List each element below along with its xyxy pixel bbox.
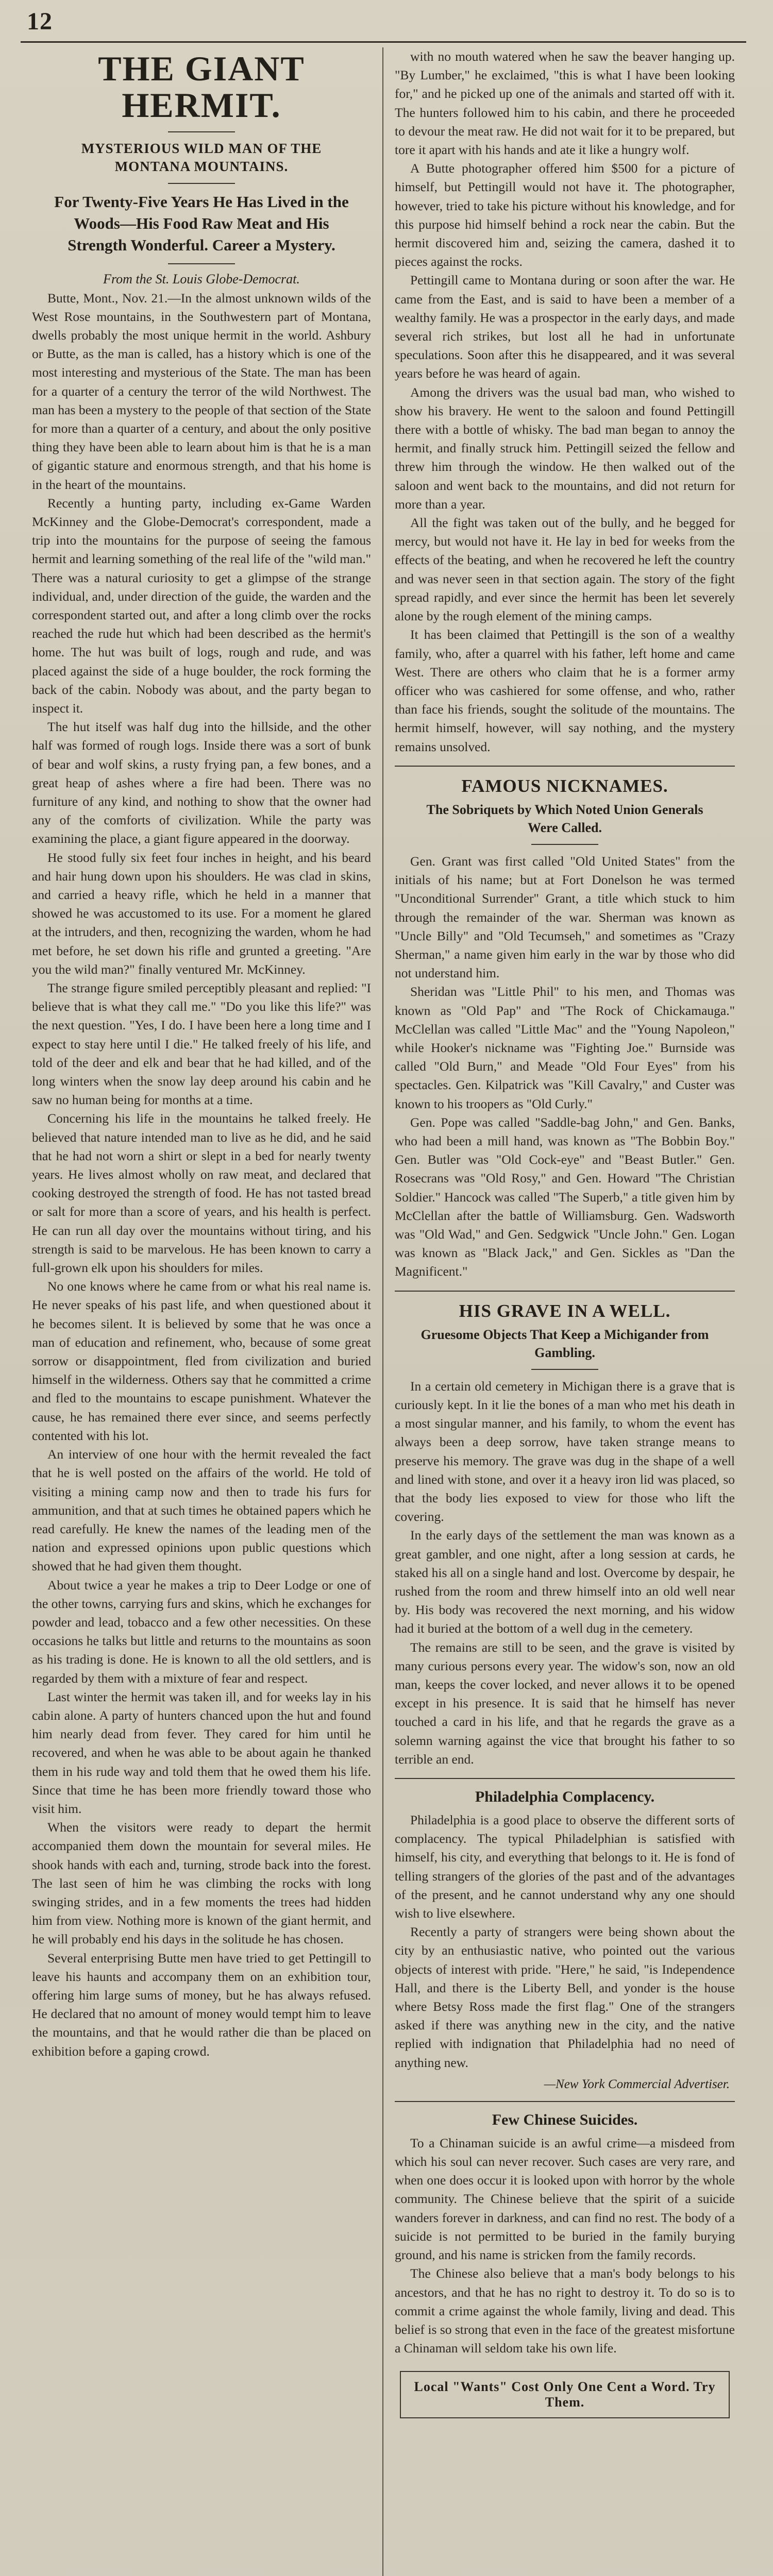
divider: [168, 263, 235, 264]
article-paragraph: In a certain old cemetery in Michigan there is a grave that is curiously kept. In it lie the bones of a man who met his death in a most singular manner, and his family, to whom the event has always been a deep sorrow, have taken strange means to preserve his memory. The grave was dug in the shape of a well and lined with stone, and over it a heavy iron lid was placed, so that the body lies exposed to view for those who lift the covering.: [395, 1378, 735, 1524]
page-columns: [21, 47, 746, 2576]
divider: [168, 131, 235, 132]
article-paragraph: Gen. Pope was called "Saddle-bag John," and Gen. Banks, who had been a mill hand, was known as "The Bobbin Boy." Gen. Butler was "Old Cock-eye" and "Beast Butler." Gen. Rosecrans was "Old Rosy," and Gen. Howard "The Christian Soldier." Hancock was called "The Superb," a title given him by McClellan after the battle of Williamsburg. Gen. Wadsworth was "Old Wad," and Gen. Sedgwick "Uncle John." Gen. Logan was known as "Black Jack," and Gen. Sickles as "Dan the Magnificent.": [395, 1114, 735, 1279]
classified-ad: Local "Wants" Cost Only One Cent a Word. Try Them.: [400, 2371, 730, 2418]
article-paragraph: When the visitors were ready to depart the hermit accompanied them down the mountain for several miles. He shook hands with each and, turning, strode back into the forest. The last seen of him he was climbing the rocks with long swinging strides, and in a few moments the trees had hidden him from view. Nothing more is known of the giant hermit, and he will probably end his days in the solitude he has chosen.: [32, 1820, 371, 1947]
hermit-subdeck: For Twenty-Five Years He Has Lived in the Woods—His Food Raw Meat and His Strength Wonderful. Career a Mystery.: [54, 192, 349, 254]
article-paragraph: Pettingill came to Montana during or soon after the war. He came from the East, and is said to have been a member of a wealthy family. He was a prospector in the early days, and made several rich strikes, but lost all he had in unfortunate speculations. Soon after this he disappeared, and it was several years before he was heard of again.: [395, 273, 735, 381]
page-number: 12: [27, 8, 53, 35]
chinese-heading: Few Chinese Suicides.: [492, 2111, 638, 2128]
article-paragraph: The hut itself was half dug into the hillside, and the other half was formed of rough logs. Inside there was a sort of bunk of bear and wolf skins, a rusty frying pan, a few bones, and a great heap of ashes where a fire had been. There was no furniture of any kind, and nothing to show that the owner had any of the comforts of civilization. While the party was examining the place, a giant figure appeared in the doorway.: [32, 719, 371, 846]
article-paragraph: Among the drivers was the usual bad man, who wished to show his bravery. He went to the saloon and found Pettingill there with a bottle of whisky. The bad man began to annoy the hermit, and finally struck him. Pettingill seized the fellow and threw him through the window. He then walked out of the saloon and went back to the mountains, and did not return for more than a year.: [395, 384, 735, 512]
article-paragraph: He stood fully six feet four inches in height, and his beard and hair hung down upon his shoulders. He was clad in skins, and carried a heavy rifle, which he held in a manner that showed he was accustomed to its use. For a moment he glared at the intruders, and then, recognizing the warden, whom he had met before, he set down his rifle and grunted a greeting. "Are you the wild man?" finally ventured Mr. McKinney.: [32, 850, 371, 977]
philadelphia-heading: Philadelphia Complacency.: [475, 1788, 655, 1806]
article-paragraph: Recently a party of strangers were being shown about the city by an enthusiastic native, who pointed out the various objects of interest with pride. "Here," he said, "is Independence Hall, and there is the Liberty Bell, and yonder is the house where Betsy Ross made the first flag." One of the strangers asked if there was anything new in the city, and the native replied with indignation that Philadelphia had no need of anything new.: [395, 1924, 735, 2070]
section-rule: [395, 1778, 735, 1779]
article-paragraph: All the fight was taken out of the bully, and he begged for mercy, but would not have it. He lay in bed for weeks from the effects of the beating, and when he recovered he left the country and was never seen in that section again. The story of the fight spread rapidly, and ever since the hermit has been let severely alone by the rough element of the mining camps.: [395, 515, 735, 624]
right-column: [383, 47, 746, 2576]
top-rule: [21, 41, 746, 43]
article-paragraph: A Butte photographer offered him $500 for a picture of himself, but Pettingill would not have it. The photographer, however, tried to take his picture without his knowledge, and for this purpose hid himself behind a rock near the cabin. But the hermit discovered him and, seizing the camera, dashed it to pieces against the rocks.: [395, 161, 735, 269]
article-paragraph: Last winter the hermit was taken ill, and for weeks lay in his cabin alone. A party of hunters chanced upon the hut and found him nearly dead from fever. They cared for him until he recovered, and when he was able to be about again he thanked them in his rude way and told them that he owed them his life. Since that time he has been more friendly toward those who visit him.: [32, 1689, 371, 1816]
left-column: [21, 47, 383, 2576]
section-rule: [395, 2101, 735, 2102]
article-paragraph: Recently a hunting party, including ex-Game Warden McKinney and the Globe-Democrat's correspondent, made a trip into the mountains for the purpose of seeing the famous hermit and learning something of the real life of the "wild man." There was a natural curiosity to get a glimpse of the strange individual, and, under direction of the guide, the warden and the correspondent started out, and after a long climb over the rocks reached the rude hut which had been described as the hermit's home. The hut was built of logs, rough and rude, and was placed against the side of a huge boulder, the rock forming the back of the cabin. Nobody was about, and the party began to inspect it.: [32, 495, 371, 716]
grave-subheading: Gruesome Objects That Keep a Michigander from Gambling.: [421, 1327, 709, 1360]
divider: [531, 1369, 598, 1370]
article-paragraph: Gen. Grant was first called "Old United States" from the initials of his name; but at Fort Donelson he was termed "Unconditional Surrender" Grant, a title which stuck to him through the remainder of the war. Sherman was known as "Uncle Billy" and "Old Tecumseh," and sometimes as "Crazy Sherman," a name given him early in the war by those who did not understand him.: [395, 853, 735, 981]
divider: [531, 844, 598, 845]
divider: [168, 183, 235, 184]
article-paragraph: About twice a year he makes a trip to Deer Lodge or one of the other towns, carrying furs and skins, which he exchanges for powder and lead, tobacco and a few other necessities. On these occasions he talks but little and returns to the mountains as soon as his trading is done. He is known to all the old settlers, and is regarded by them with a mixture of fear and respect.: [32, 1577, 371, 1686]
nicknames-heading: FAMOUS NICKNAMES.: [461, 775, 668, 796]
article-paragraph: An interview of one hour with the hermit revealed the fact that he is well posted on the affairs of the world. He told of visiting a mining camp now and then to trade his furs for ammunition, and that at such times he obtained papers which he read carefully. He knew the names of the leading men of the nation and expressed opinions upon public questions which showed that he had given them thought.: [32, 1447, 371, 1574]
hermit-deck: MYSTERIOUS WILD MAN OF THE MONTANA MOUNTAINS.: [81, 140, 322, 174]
section-rule: [395, 766, 735, 767]
grave-heading: HIS GRAVE IN A WELL.: [459, 1300, 671, 1321]
article-paragraph: Butte, Mont., Nov. 21.—In the almost unknown wilds of the West Rose mountains, in the Southwestern part of Montana, dwells probably the most unique hermit in the world. Ashbury or Butte, as the man is called, has a history which is one of the most interesting and mysterious of the State. The man has been for a quarter of a century the terror of the wild Northwest. The man has been a mystery to the people of that section of the State for more than a quarter of a century, and about the only positive thing they have been able to learn about him is that he is a man of gigantic stature and enormous strength, and that his home is in the heart of the mountains.: [32, 290, 371, 492]
article-paragraph: Several enterprising Butte men have tried to get Pettingill to leave his haunts and accompany them on an exhibition tour, offering him large sums of money, but he has always refused. He declared that no amount of money would tempt him to leave the mountains, and that he would rather die than be placed on exhibition before a gaping crowd.: [32, 1950, 371, 2059]
philadelphia-source: —New York Commercial Advertiser.: [544, 2077, 730, 2091]
article-paragraph: with no mouth watered when he saw the beaver hanging up. "By Lumber," he exclaimed, "this is what I have been looking for," and he picked up one of the animals and started off with it. The hunters followed him to his cabin, and there he proceeded to devour the meat raw. He did not wait for it to be prepared, but tore it apart with his hands and ate it like a hungry wolf.: [395, 49, 735, 158]
article-paragraph: The strange figure smiled perceptibly pleasant and replied: "I believe that is what they call me." "Do you like this life?" was the next question. "Yes, I do. I have been here a long time and I expect to stay here until I die." He talked freely of his life, and told of the deer and elk and bear that he had killed, and of the long winters when the snow lay deep around his cabin and he saw no human being for months at a time.: [32, 980, 371, 1108]
article-paragraph: Sheridan was "Little Phil" to his men, and Thomas was known as "Old Pap" and "The Rock of Chickamauga." McClellan was called "Little Mac" and the "Young Napoleon," while Hooker's nickname was "Fighting Joe." Burnside was called "Old Burn," and Meade "Old Four Eyes" from his spectacles. Gen. Kilpatrick was "Kill Cavalry," and Custer was known to his troopers as "Old Curly.": [395, 984, 735, 1111]
hermit-dateline: From the St. Louis Globe-Democrat.: [103, 271, 300, 286]
article-paragraph: Concerning his life in the mountains he talked freely. He believed that nature intended man to live as he did, and he said that he had not worn a shirt or slept in a bed for nearly twenty years. He lives almost wholly on raw meat, and declared that cooking destroyed the strength of food. He has not tasted bread or salt for more than a score of years, and his health is perfect. He can run all day over the mountains without tiring, and his strength is said to be marvelous. He has been known to carry a full-grown elk upon his shoulders for miles.: [32, 1111, 371, 1276]
article-paragraph: In the early days of the settlement the man was known as a great gambler, and one night, after a long session at cards, he staked his all on a single hand and lost. Overcome by despair, he rushed from the room and threw himself into an old well near by. His body was recovered the next morning, and his widow had it buried at the bottom of a well dug in the cemetery.: [395, 1528, 735, 1636]
article-paragraph: It has been claimed that Pettingill is the son of a wealthy family, who, after a quarrel with his father, left home and came West. There are others who claim that he is a former army officer who was cashiered for some offense, and who, rather than face his friends, sought the solitude of the mountains. The hermit himself, however, will say nothing, and the mystery remains unsolved.: [395, 627, 735, 754]
article-paragraph: The Chinese also believe that a man's body belongs to his ancestors, and that he has no right to destroy it. To do so is to commit a crime against the whole family, living and dead. This belief is so strong that even in the face of the greatest misfortune a Chinaman will seldom take his own life.: [395, 2266, 735, 2356]
section-rule: [395, 1291, 735, 1292]
hermit-headline: THE GIANT HERMIT.: [98, 49, 305, 125]
article-paragraph: No one knows where he came from or what his real name is. He never speaks of his past life, and when questioned about it he becomes silent. It is believed by some that he was once a man of education and refinement, who, because of some great sorrow or disappointment, fled from civilization and buried himself in the wilderness. Others say that he committed a crime and fled to the mountains to escape punishment. Whatever the cause, he has remained there ever since, and seems perfectly contented with his lot.: [32, 1279, 371, 1443]
article-paragraph: To a Chinaman suicide is an awful crime—a misdeed from which his soul can never recover. Such cases are very rare, and when one does occur it is looked upon with horror by the whole community. The Chinese believe that the spirit of a suicide wanders forever in darkness, and can find no rest. The body of a suicide is not permitted to be buried in the family burying ground, and his name is stricken from the family records.: [395, 2135, 735, 2263]
article-paragraph: Philadelphia is a good place to observe the different sorts of complacency. The typical Philadelphian is satisfied with himself, his city, and everything that belongs to it. He is fond of telling strangers of the glories of the past and of the advantages of the present, and he cannot understand why any one should wish to live elsewhere.: [395, 1812, 735, 1921]
nicknames-subheading: The Sobriquets by Which Noted Union Generals Were Called.: [426, 802, 703, 835]
article-paragraph: The remains are still to be seen, and the grave is visited by many curious persons every year. The widow's son, now an old man, keeps the cover locked, and never allows it to be opened except in his presence. It is said that he himself has never touched a card in his life, and that he regards the grave as a solemn warning against the vice that brought his father to so terrible an end.: [395, 1639, 735, 1767]
